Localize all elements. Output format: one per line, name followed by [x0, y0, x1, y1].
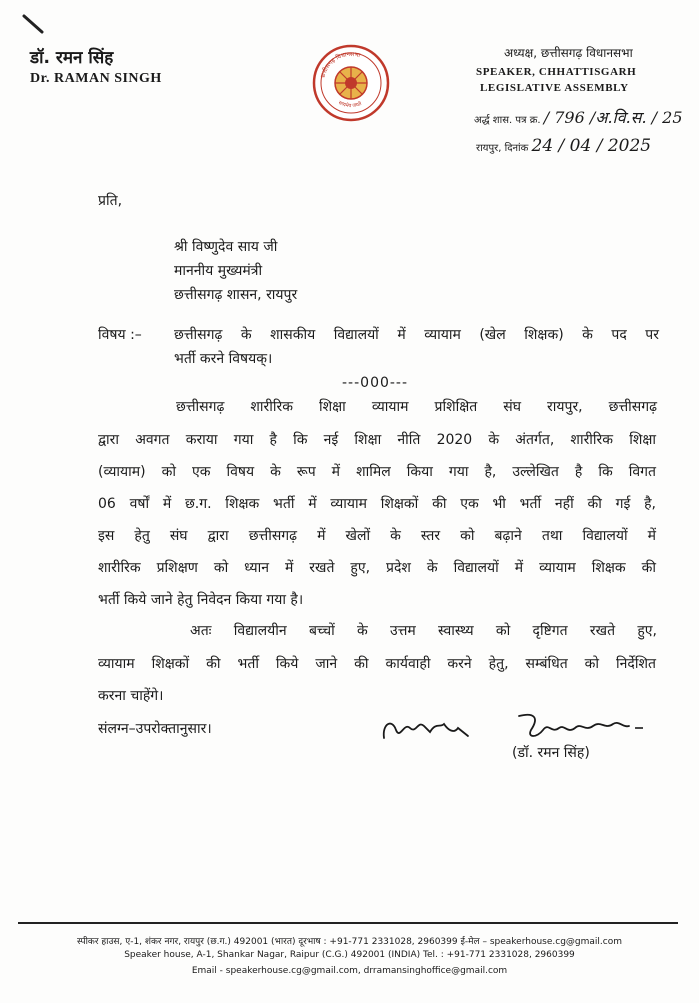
para1-line: भर्ती किये जाने हेतु निवेदन किया गया है। — [98, 592, 304, 608]
sender-name-hindi: डॉ. रमन सिंह — [30, 48, 114, 68]
initials-signature — [378, 708, 488, 748]
separator: ---000--- — [342, 375, 409, 391]
para2-line: अतः विद्यालयीन बच्चों के उत्तम स्वास्थ्य को दृष्टिगत रखते हुए, — [190, 623, 657, 639]
para1-line: द्वारा अवगत कराया गया है कि नई शिक्षा नीति 2020 के अंतर्गत, शारीरिक शिक्षा — [98, 432, 656, 448]
date-value: 24 / 04 / 2025 — [531, 136, 652, 156]
footer-address-english: Speaker house, A-1, Shankar Nagar, Raipur (C.G.) 492001 (INDIA) Tel. : +91-771 2331028, 2960399 — [124, 950, 575, 960]
date-label: रायपुर, दिनांक — [476, 143, 529, 154]
seal-text-top: छत्तीसगढ़ विधानसभा — [319, 50, 361, 79]
para1-line: शारीरिक प्रशिक्षण को ध्यान में रखते हुए, प्रदेश के विद्यालयों में व्यायाम शिक्षक की — [98, 560, 656, 576]
recipient-designation: माननीय मुख्यमंत्री — [174, 263, 263, 279]
footer-address-hindi: स्पीकर हाउस, ए-1, शंकर नगर, रायपुर (छ.ग.) 492001 (भारत) दूरभाष : +91-771 2331028, 2960399 ई-मेल – speakerhouse.cg@gmail.com — [76, 937, 623, 947]
assembly-seal-logo — [312, 44, 390, 122]
seal-text-bottom: सत्यमेव जयते — [337, 99, 363, 110]
main-signature — [515, 708, 655, 744]
subject-line1: छत्तीसगढ़ के शासकीय विद्यालयों में व्यायाम (खेल शिक्षक) के पद पर — [174, 327, 659, 343]
footer-email: Email - speakerhouse.cg@gmail.com, drramansinghoffice@gmail.com — [191, 966, 508, 976]
speaker-title-english — [476, 64, 636, 96]
para1-line: (व्यायाम) को एक विषय के रूप में शामिल किया गया है, उल्लेखित है कि विगत — [98, 464, 656, 480]
speaker-title-hindi: अध्यक्ष, छत्तीसगढ़ विधानसभा — [504, 46, 633, 60]
speaker-title-line1: SPEAKER, CHHATTISGARH — [476, 66, 637, 78]
subject-label: विषय :– — [98, 327, 142, 343]
prati-label: प्रति, — [98, 193, 123, 209]
para1-line: 06 वर्षों में छ.ग. शिक्षक भर्ती में व्यायाम शिक्षकों की एक भी भर्ती नहीं की गई है, — [98, 496, 656, 512]
para2-line: करना चाहेंगे। — [98, 688, 164, 704]
speaker-title-line2: LEGISLATIVE ASSEMBLY — [480, 82, 629, 94]
sender-name-english: Dr. RAMAN SINGH — [30, 71, 162, 86]
enclosure-note: संलग्न–उपरोक्तानुसार। — [98, 721, 212, 737]
date-row — [476, 136, 651, 156]
para1-line: इस हेतु संघ द्वारा छत्तीसगढ़ में खेलों के स्तर को बढ़ाने तथा विद्यालयों में — [98, 528, 656, 544]
recipient-office: छत्तीसगढ़ शासन, रायपुर — [174, 287, 298, 303]
signatory-name: (डॉ. रमन सिंह) — [512, 745, 590, 761]
reference-number: / 796 /अ.वि.स. / 25 — [543, 108, 683, 127]
reference-label: अर्द्ध शास. पत्र क्र. — [474, 115, 541, 126]
subject-line2: भर्ती करने विषयक्। — [174, 351, 273, 367]
footer-divider — [18, 922, 678, 924]
reference-number-row — [474, 106, 683, 128]
recipient-name: श्री विष्णुदेव साय जी — [174, 239, 278, 255]
check-mark-annotation — [20, 12, 60, 36]
para1-line: छत्तीसगढ़ शारीरिक शिक्षा व्यायाम प्रशिक्षित संघ रायपुर, छत्तीसगढ़ — [176, 399, 657, 415]
para2-line: व्यायाम शिक्षकों की भर्ती किये जाने की कार्यवाही करने हेतु, सम्बंधित को निर्देशित — [98, 656, 656, 672]
